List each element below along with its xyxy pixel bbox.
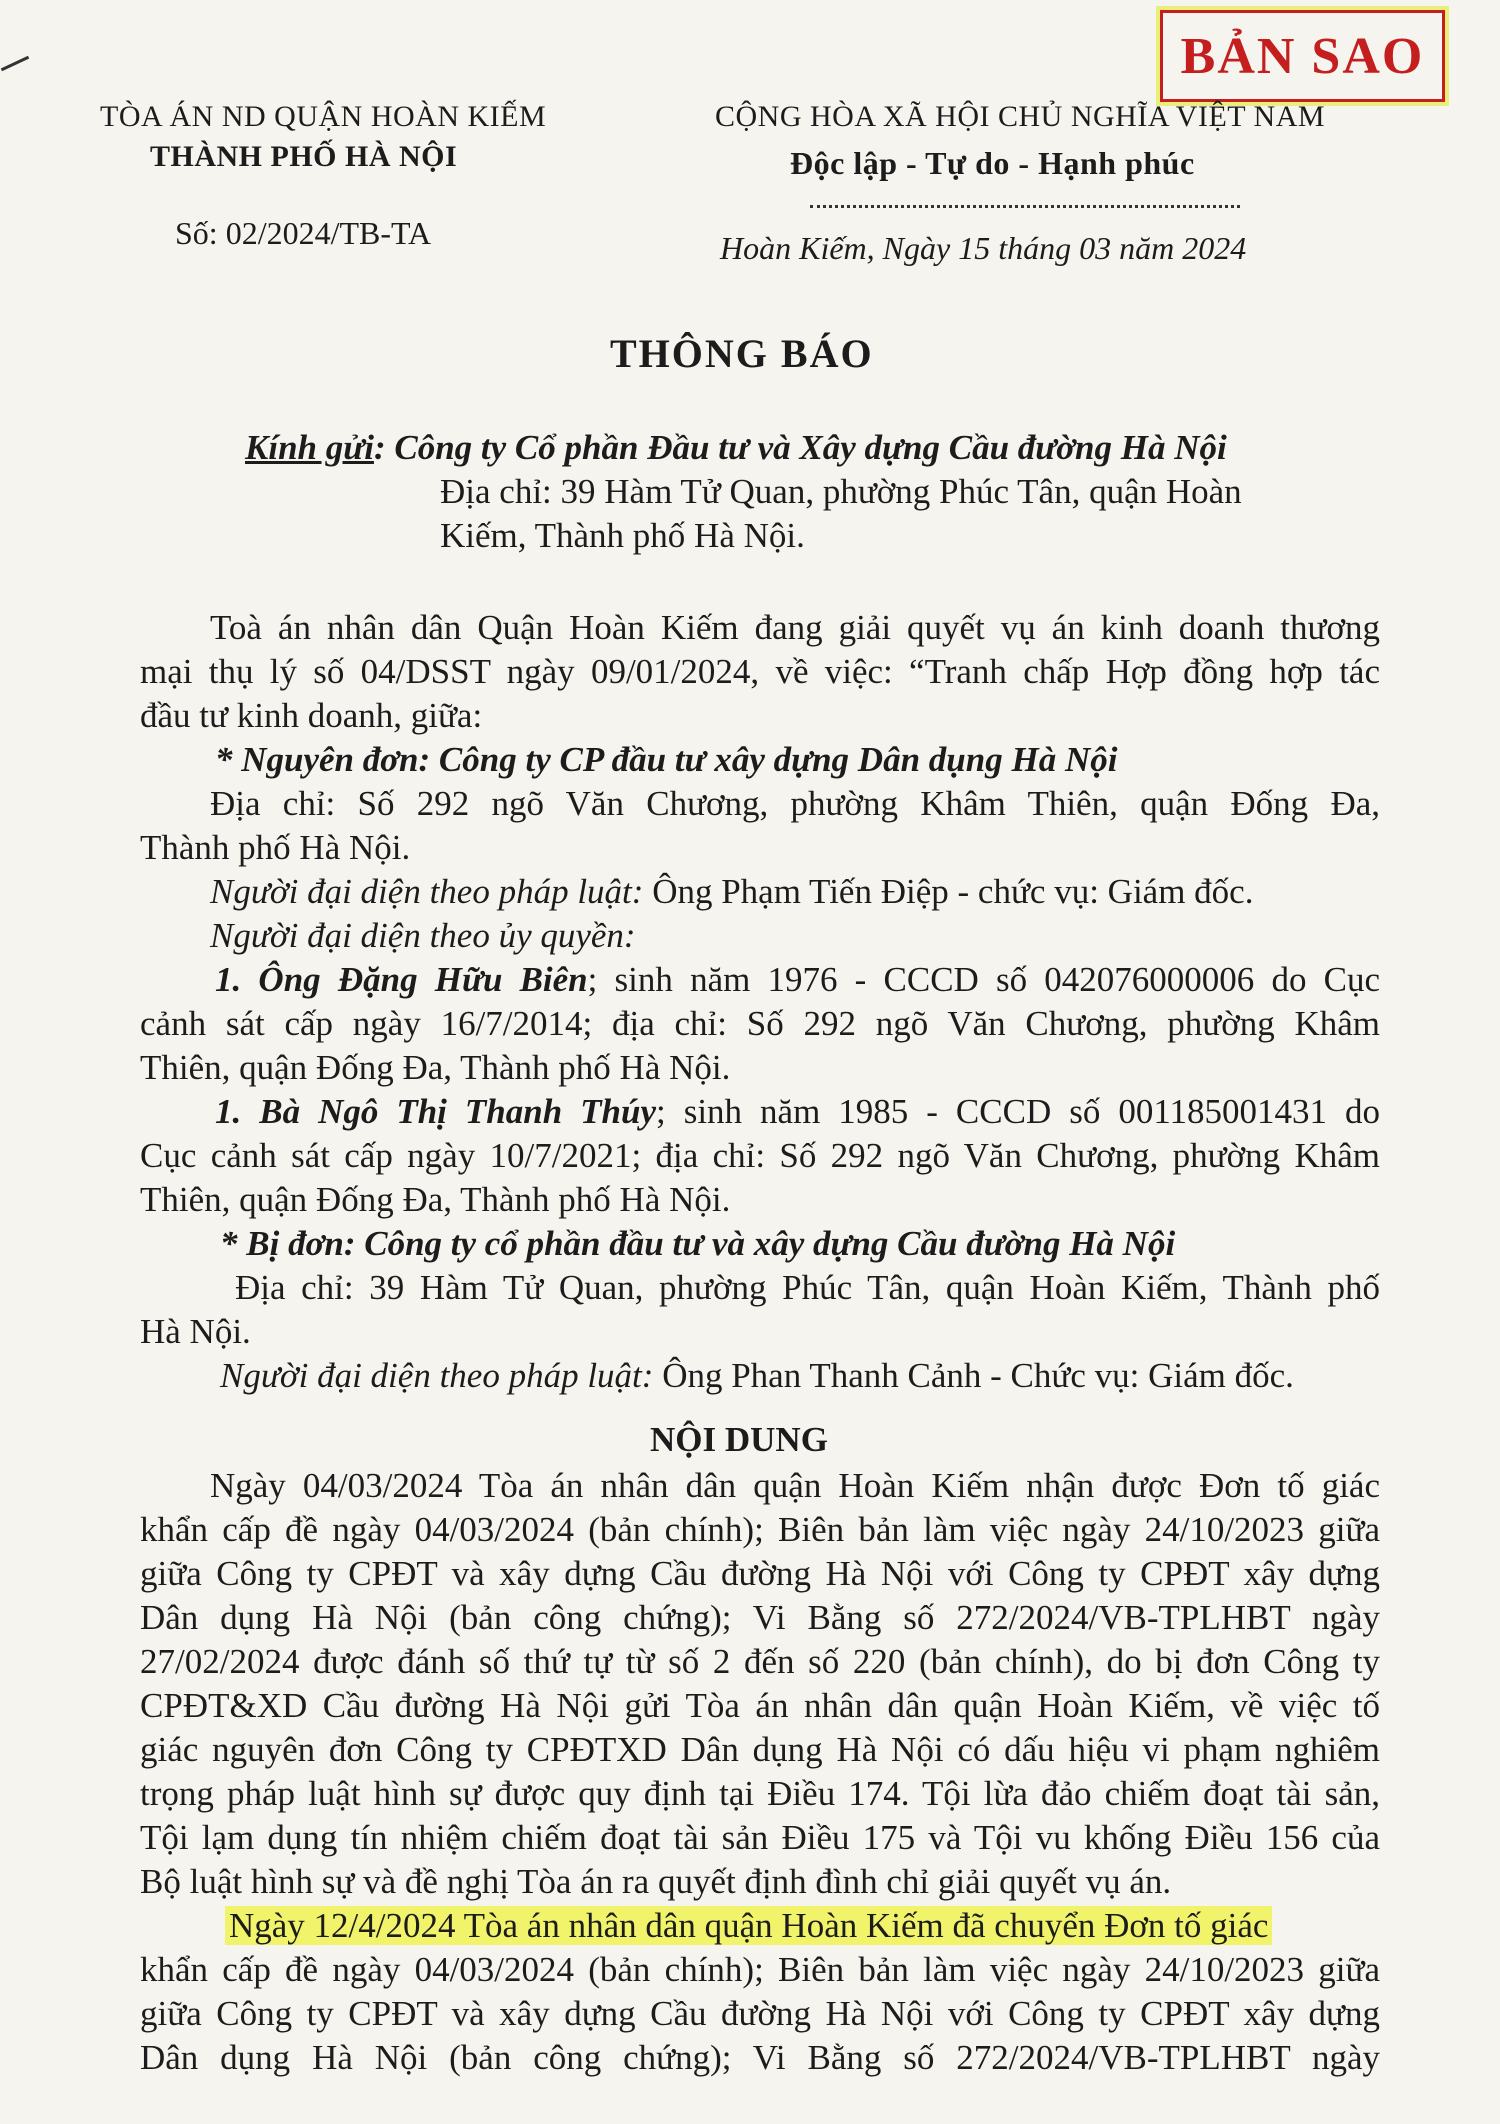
defendant-address-1: Địa chỉ: 39 Hàm Tử Quan, phường Phúc Tân, quận Hoàn Kiếm, Thành phố [235,1268,1380,1307]
document-number: Số: 02/2024/TB-TA [175,215,432,251]
content-p1-line: CPĐT&XD Cầu đường Hà Nội gửi Tòa án nhân dân quận Hoàn Kiếm, về việc tố [140,1686,1380,1725]
content-p1-line: 27/02/2024 được đánh số thứ tự từ số 2 đến số 220 (bản chính), do bị đơn Công ty [140,1642,1380,1681]
recipient-address-2: Kiếm, Thành phố Hà Nội. [440,516,805,555]
document-date: Hoàn Kiếm, Ngày 15 tháng 03 năm 2024 [720,230,1247,266]
content-p2-line: Dân dụng Hà Nội (bản công chứng); Vi Bằng số 272/2024/VB-TPLHBT ngày [140,2038,1380,2077]
content-p1-line: Dân dụng Hà Nội (bản công chứng); Vi Bằng số 272/2024/VB-TPLHBT ngày [140,1598,1380,1637]
plaintiff-address-2: Thành phố Hà Nội. [140,828,411,867]
plaintiff-auth-rep-label: Người đại diện theo ủy quyền: [210,916,636,955]
rep1-details: ; sinh năm 1976 - CCCD số 042076000006 do Cục [587,960,1380,999]
rep1-name: 1. Ông Đặng Hữu Biên [215,960,588,999]
court-name: TÒA ÁN ND QUẬN HOÀN KIẾM [100,100,547,133]
content-p2-line: khẩn cấp đề ngày 04/03/2024 (bản chính); Biên bản làm việc ngày 24/10/2023 giữa [140,1950,1380,1989]
rep2-line-1 [215,1090,1380,1134]
defendant-legal-rep [220,1354,1460,1398]
content-p1-line: giác nguyên đơn Công ty CPĐTXD Dân dụng Hà Nội có dấu hiệu vi phạm nghiêm [140,1730,1380,1769]
intro-line-3: đầu tư kinh doanh, giữa: [140,696,483,735]
header-divider [810,205,1240,208]
recipient-address-1: Địa chỉ: 39 Hàm Tử Quan, phường Phúc Tân, quận Hoàn [440,472,1242,511]
pen-mark [1,56,29,71]
rep2-name: 1. Bà Ngô Thị Thanh Thúy [215,1092,656,1131]
defendant-legal-rep-label: Người đại diện theo pháp luật: [220,1356,654,1395]
content-p1-line: Tội lạm dụng tín nhiệm chiếm đoạt tài sản Điều 175 và Tội vu khống Điều 156 của [140,1818,1380,1857]
document-title: THÔNG BÁO [610,331,874,376]
recipient-line [245,428,1227,468]
content-p2-line: giữa Công ty CPĐT và xây dựng Cầu đường Hà Nội với Công ty CPĐT xây dựng [140,1994,1380,2033]
rep2-line-2: Cục cảnh sát cấp ngày 10/7/2021; địa chỉ: Số 292 ngõ Văn Chương, phường Khâm [140,1136,1380,1175]
national-slogan: Độc lập - Tự do - Hạnh phúc [790,145,1195,181]
recipient-name: : Công ty Cổ phần Đầu tư và Xây dựng Cầu đường Hà Nội [373,428,1227,467]
plaintiff-address-1: Địa chỉ: Số 292 ngõ Văn Chương, phường Khâm Thiên, quận Đống Đa, [210,784,1380,823]
highlighted-text: Ngày 12/4/2024 Tòa án nhân dân quận Hoàn Kiếm đã chuyển Đơn tố giác [225,1906,1272,1945]
rep2-details: ; sinh năm 1985 - CCCD số 001185001431 do [656,1092,1380,1131]
rep1-line-1 [215,958,1380,1002]
content-p1-line: khẩn cấp đề ngày 04/03/2024 (bản chính); Biên bản làm việc ngày 24/10/2023 giữa [140,1510,1380,1549]
plaintiff-legal-rep-value: Ông Phạm Tiến Điệp - chức vụ: Giám đốc. [643,872,1254,911]
defendant-legal-rep-value: Ông Phan Thanh Cảnh - Chức vụ: Giám đốc. [653,1356,1294,1395]
court-city: THÀNH PHỐ HÀ NỘI [150,140,458,173]
plaintiff-legal-rep [210,870,1450,914]
plaintiff-legal-rep-label: Người đại diện theo pháp luật: [210,872,644,911]
national-motto: CỘNG HÒA XÃ HỘI CHỦ NGHĨA VIỆT NAM [715,100,1326,133]
defendant-address-2: Hà Nội. [140,1312,251,1351]
content-p1-line: trọng pháp luật hình sự được quy định tại Điều 174. Tội lừa đảo chiếm đoạt tài sản, [140,1774,1380,1813]
rep1-line-2: cảnh sát cấp ngày 16/7/2014; địa chỉ: Số 292 ngõ Văn Chương, phường Khâm [140,1004,1380,1043]
defendant-heading: * Bị đơn: Công ty cổ phần đầu tư và xây dựng Cầu đường Hà Nội [220,1224,1176,1263]
content-p1-line: Bộ luật hình sự và đề nghị Tòa án ra quyết định đình chỉ giải quyết vụ án. [140,1862,1172,1901]
rep2-line-3: Thiên, quận Đống Đa, Thành phố Hà Nội. [140,1180,731,1219]
content-p1-line: Ngày 04/03/2024 Tòa án nhân dân quận Hoàn Kiếm nhận được Đơn tố giác [210,1466,1380,1505]
recipient-label: Kính gửi [245,428,374,467]
plaintiff-heading: * Nguyên đơn: Công ty CP đầu tư xây dựng Dân dụng Hà Nội [215,740,1118,779]
content-heading: NỘI DUNG [650,1420,828,1459]
content-p1-line: giữa Công ty CPĐT và xây dựng Cầu đường Hà Nội với Công ty CPĐT xây dựng [140,1554,1380,1593]
rep1-line-3: Thiên, quận Đống Đa, Thành phố Hà Nội. [140,1048,731,1087]
intro-line-1: Toà án nhân dân Quận Hoàn Kiếm đang giải quyết vụ án kinh doanh thương [210,608,1380,647]
content-p2-highlight-line [225,1904,1272,1948]
intro-line-2: mại thụ lý số 04/DSST ngày 09/01/2024, về việc: “Tranh chấp Hợp đồng hợp tác [140,652,1380,691]
copy-stamp: BẢN SAO [1160,10,1445,102]
